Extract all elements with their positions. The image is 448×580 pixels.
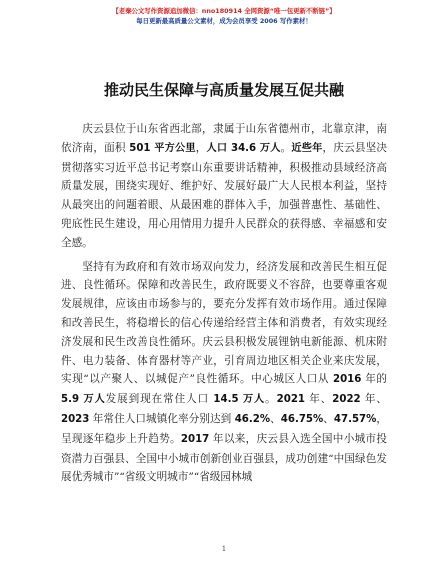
emphasized-text: 2021 [276, 394, 306, 406]
page-number: 1 [221, 545, 227, 553]
body-paragraph [61, 120, 387, 253]
emphasized-text: 2017 [180, 433, 210, 445]
paragraph-text: ，庆云县坚决贯彻落实习近平总书记考察山东重要讲话精神，积极推动县域经济高质量发展，围绕实现好、维护好、发展好最广大人民根本利益，坚持从最突出的问题着眼、从最困难的群体入手，加强普惠性、基础性、兜底性民生建设，用心用情用力提升人民群众的获得感、幸福感和安全感。 [61, 141, 388, 249]
paragraph-text: 年的 [361, 373, 388, 386]
paragraph-text: ， [195, 141, 207, 154]
emphasized-text: 14.5 万人 [213, 394, 266, 406]
paragraph-text: 年、 [305, 393, 333, 406]
emphasized-text: 501 平方公里 [129, 142, 196, 154]
paragraph-text: ，呈现逐年稳步上升趋势。 [61, 412, 388, 445]
paragraph-text: 、 [270, 412, 281, 425]
paragraph-text: 年、 [360, 393, 387, 406]
paragraph-text: 坚持有为政府和有效市场双向发力，经济发展和改善民生相互促进、良性循环。保障和改善民生，政府既要义不容辞，也要尊重客观发展规律，应该由市场参与的，要充分发挥有效市场作用。通过保障和改善民生，将稳增长的信心传递给经营主体和消费者，有效实现经济发展和民生改善良性循环。庆云县积极发展锂钠电新能源、机床附件、电力装备、体育器材等产业，引育周边地区相关企业来庆发展，实现“以产聚人、以城促产”良性循环。中心城区人口从 [61, 260, 387, 386]
emphasized-text: 46.2% [234, 413, 271, 425]
document-title: 推动民生保障与高质量发展互促共融 [103, 81, 344, 99]
emphasized-text: 近些年 [291, 142, 323, 154]
body-paragraph [61, 258, 387, 488]
emphasized-text: 人口 34.6 万人 [206, 142, 281, 154]
document-body [61, 120, 387, 487]
emphasized-text: 2022 [332, 394, 361, 406]
paragraph-text: 。 [265, 393, 277, 406]
promo-banner [0, 6, 448, 26]
paragraph-text: 年常住人口城镇化率分别达到 [89, 412, 235, 425]
promo-line-2: 每日更新最高质量公文素材，成为会员享受 2006 写作素材！ [136, 17, 312, 25]
paragraph-text: 庆云县位于山东省西北部，隶属于山东省德州市，北靠京津，南依济南，面积 [61, 123, 387, 154]
emphasized-text: 2023 [61, 413, 90, 425]
promo-line-1: 【老秦公文写作资源追加微信：nno180914 全网资源“唯一包更新不断链”】 [112, 7, 336, 15]
emphasized-text: 47.57% [333, 413, 377, 425]
paragraph-text: 。 [280, 141, 292, 154]
paragraph-text: 发展到现在常住人口 [105, 393, 214, 406]
emphasized-text: 46.75% [280, 413, 324, 425]
emphasized-text: 5.9 万人 [61, 394, 106, 406]
emphasized-text: 2016 [333, 374, 362, 386]
paragraph-text: 年以来，庆云县入选全国中小城市投资潜力百强县、全国中小城市创新创业百强县，成功创建“中国绿色发展优秀城市”“省级文明城市”“省级园林城 [61, 432, 387, 484]
paragraph-text: 、 [323, 412, 334, 425]
